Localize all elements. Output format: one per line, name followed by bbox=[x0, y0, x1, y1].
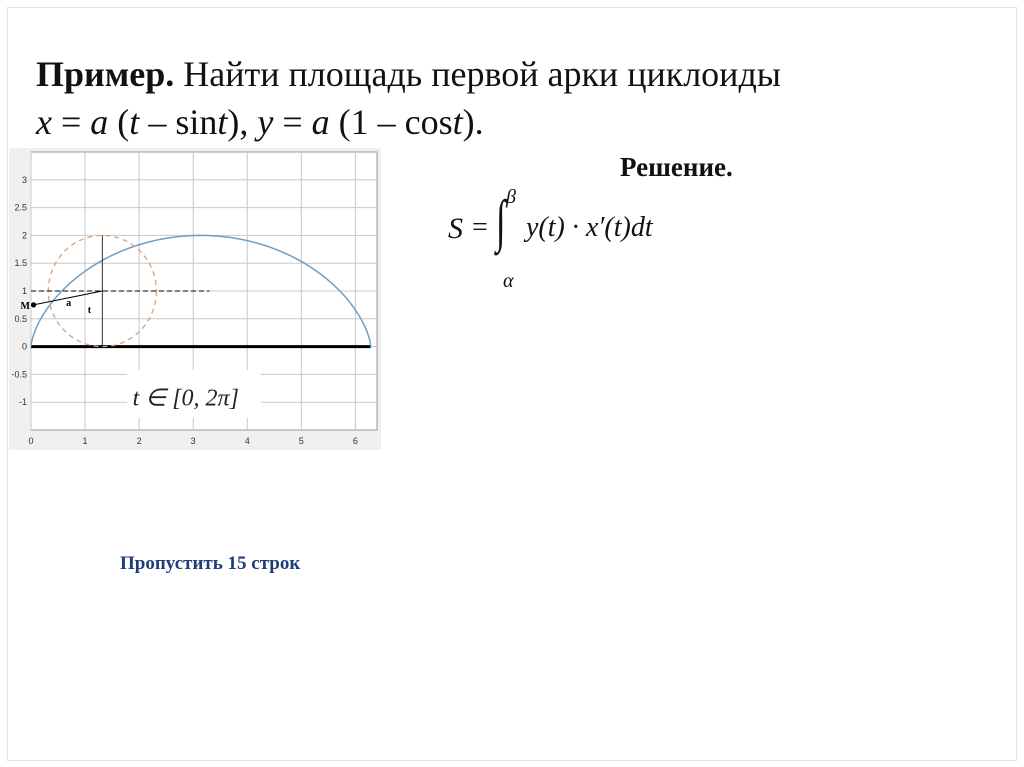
y-tick-label: 2 bbox=[21, 230, 27, 241]
x-tick-label: 5 bbox=[298, 436, 304, 446]
y-tick-label: 3 bbox=[21, 174, 27, 185]
label-t: t bbox=[87, 305, 92, 317]
formula-eq: = bbox=[472, 212, 488, 243]
label-a: a bbox=[66, 298, 72, 310]
y-tick-label: 0.5 bbox=[14, 313, 27, 324]
skip-lines-note: Пропустить 15 строк bbox=[120, 553, 301, 574]
upper-limit: β bbox=[506, 186, 516, 208]
x-tick-label: 3 bbox=[190, 436, 196, 446]
paren: ), bbox=[227, 102, 258, 142]
title-bold-label: Пример. bbox=[36, 54, 175, 94]
eq-sign: = bbox=[273, 102, 312, 142]
integral-sign: ∫ bbox=[496, 188, 506, 253]
cycloid-plot-svg bbox=[9, 148, 381, 450]
lower-limit: α bbox=[503, 270, 514, 292]
slide-title bbox=[36, 50, 976, 146]
y-tick-label: 1 bbox=[21, 286, 27, 296]
title-line-1 bbox=[36, 50, 976, 98]
var-t: t bbox=[129, 102, 140, 142]
y-tick-label: -1 bbox=[18, 397, 27, 408]
x-tick-label: 1 bbox=[82, 436, 88, 446]
cycloid-plot bbox=[9, 148, 381, 450]
title-text: Найти площадь первой арки циклоиды bbox=[174, 54, 781, 94]
var-t: t bbox=[452, 102, 463, 142]
x-tick-label: 2 bbox=[136, 436, 142, 446]
var-t: t bbox=[217, 102, 228, 142]
area-formula bbox=[448, 186, 748, 296]
minus-sin: – sin bbox=[139, 102, 218, 142]
y-tick-label: 0 bbox=[21, 341, 27, 352]
var-a: a bbox=[311, 102, 330, 142]
range-annotation: t ∈ [0, 2π] bbox=[132, 385, 239, 412]
label-m: M bbox=[20, 300, 31, 312]
solution-label: Решение. bbox=[620, 152, 733, 182]
eq-sign: = bbox=[51, 102, 91, 142]
point-m bbox=[31, 302, 36, 307]
y-tick-label: 2.5 bbox=[14, 202, 27, 213]
integrand: y(t) · x′(t)dt bbox=[526, 212, 653, 243]
paren-end: ). bbox=[462, 102, 484, 142]
y-tick-label: -0.5 bbox=[11, 369, 27, 380]
var-x: x bbox=[36, 102, 52, 142]
paren-cos: (1 – cos bbox=[329, 102, 453, 142]
formula-lhs: S bbox=[448, 212, 463, 245]
var-y: y bbox=[257, 102, 274, 142]
paren: ( bbox=[108, 102, 130, 142]
x-tick-label: 4 bbox=[244, 436, 250, 446]
y-tick-label: 1.5 bbox=[14, 258, 27, 269]
title-line-2 bbox=[36, 98, 976, 146]
x-tick-label: 6 bbox=[352, 436, 358, 446]
x-tick-label: 0 bbox=[28, 436, 34, 446]
var-a: a bbox=[90, 102, 109, 142]
